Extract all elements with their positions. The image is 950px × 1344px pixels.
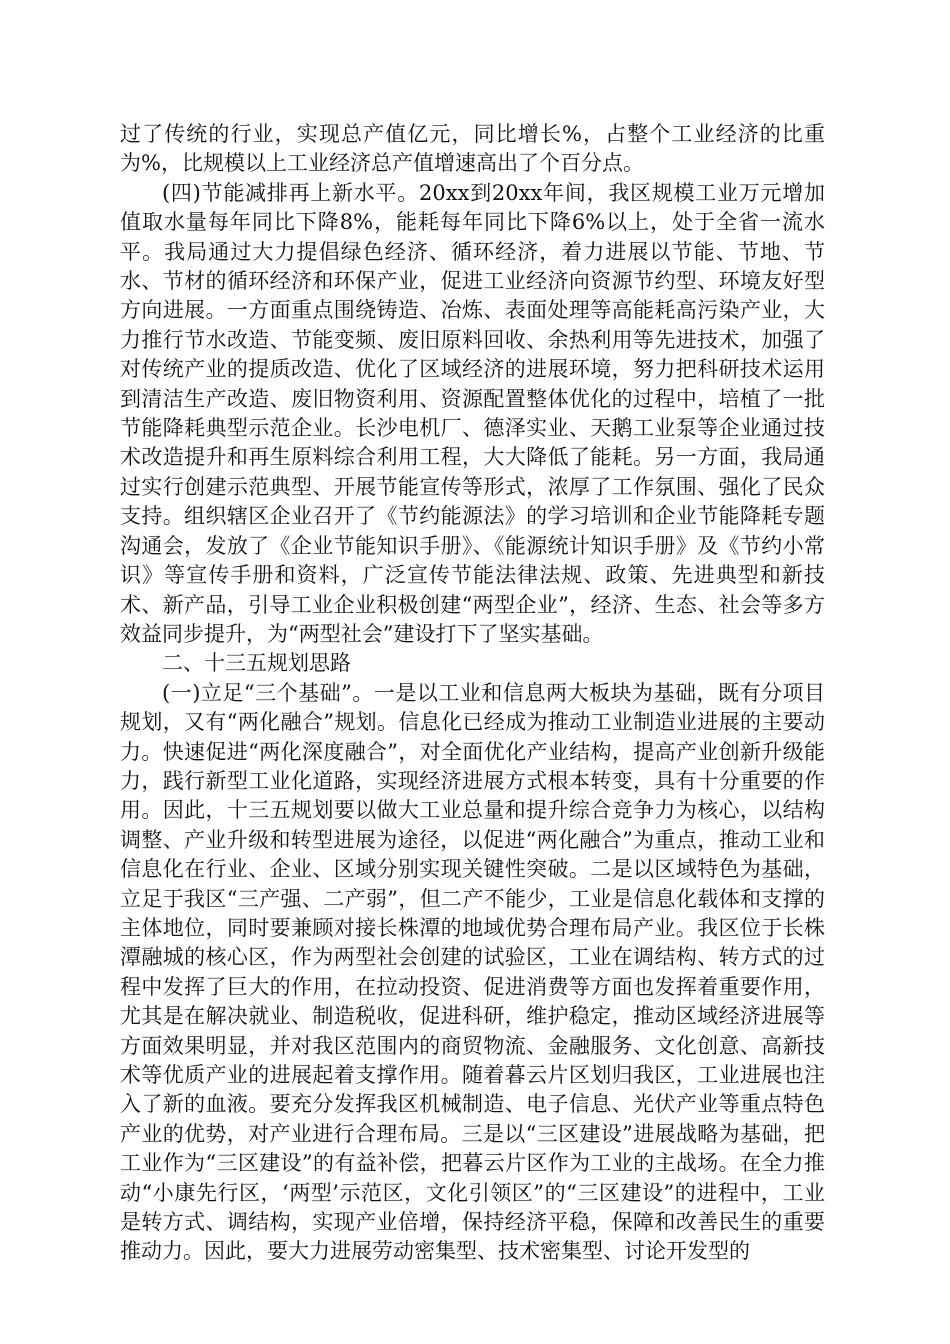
paragraph-energy-saving: (四)节能减排再上新水平。20xx到20xx年间，我区规模工业万元增加值取水量每年同比下降8%，能耗每年同比下降6%以上，处于全省一流水平。我局通过大力提倡绿色经济、循环经济，着力进展以节能、节地、节水、节材的循环经济和环保产业，促进工业经济向资源节约型、环境友好型方向进展。一方面重点围绕铸造、冶炼、表面处理等高能耗高污染产业，大力推行节水改造、节能变频、废旧原料回收、余热利用等先进技术，加强了对传统产业的提质改造、优化了区域经济的进展环境，努力把科研技术运用到清洁生产改造、废旧物资利用、资源配置整体优化的过程中，培植了一批节能降耗典型示范企业。长沙电机厂、德泽实业、天鹅工业泵等企业通过技术改造提升和再生原料综合利用工程，大大降低了能耗。另一方面，我局通过实行创建示范典型、开展节能宣传等形式，浓厚了工作氛围、强化了民众支持。组织辖区企业召开了《节约能源法》的学习培训和企业节能降耗专题沟通会，发放了《企业节能知识手册》、《能源统计知识手册》及《节约小常识》等宣传手册和资料，广泛宣传节能法律法规、政策、先进典型和新技术、新产品，引导工业企业积极创建“两型企业”，经济、生态、社会等多方效益同步提升，为“两型社会”建设打下了坚实基础。 xyxy=(120,180,825,646)
paragraph-continuation: 过了传统的行业，实现总产值亿元，同比增长%，占整个工业经济的比重为%，比规模以上工业经济总产值增速高出了个百分点。 xyxy=(120,122,825,176)
section-heading-plan: 二、十三五规划思路 xyxy=(162,651,351,676)
paragraph-three-foundations: (一)立足“三个基础”。一是以工业和信息两大板块为基础，既有分项目规划，又有“两化融合”规划。信息化已经成为推动工业制造业进展的主要动力。快速促进“两化深度融合”，对全面优化产业结构，提高产业创新升级能力，践行新型工业化道路，实现经济进展方式根本转变，具有十分重要的作用。因此，十三五规划要以做大工业总量和提升综合竞争力为核心，以结构调整、产业升级和转型进展为途径，以促进“两化融合”为重点，推动工业和信息化在行业、企业、区域分别实现关键性突破。二是以区域特色为基础，立足于我区“三产强、二产弱”，但二产不能少，工业是信息化载体和支撑的主体地位，同时要兼顾对接长株潭的地域优势合理布局产业。我区位于长株潭融城的核心区，作为两型社会创建的试验区，工业在调结构、转方式的过程中发挥了巨大的作用，在拉动投资、促进消费等方面也发挥着重要作用，尤其是在解决就业、制造税收，促进科研，维护稳定，推动区域经济进展等方面效果明显，并对我区范围内的商贸物流、金融服务、文化创意、高新技术等优质产业的进展起着支撑作用。随着暮云片区划归我区，工业进展也注入了新的血液。要充分发挥我区机械制造、电子信息、光伏产业等重点特色产业的优势，对产业进行合理布局。三是以“三区建设”进展战略为基础，把工业作为“三区建设”的有益补偿，把暮云片区作为工业的主战场。在全力推动“小康先行区，‘两型’示范区，文化引领区”的“三区建设”的进程中，工业是转方式、调结构，实现产业倍增，保持经济平稳，保障和改善民生的重要推动力。因此，要大力进展劳动密集型、技术密集型、讨论开发型的 xyxy=(120,680,825,1264)
document-body xyxy=(120,120,825,1267)
